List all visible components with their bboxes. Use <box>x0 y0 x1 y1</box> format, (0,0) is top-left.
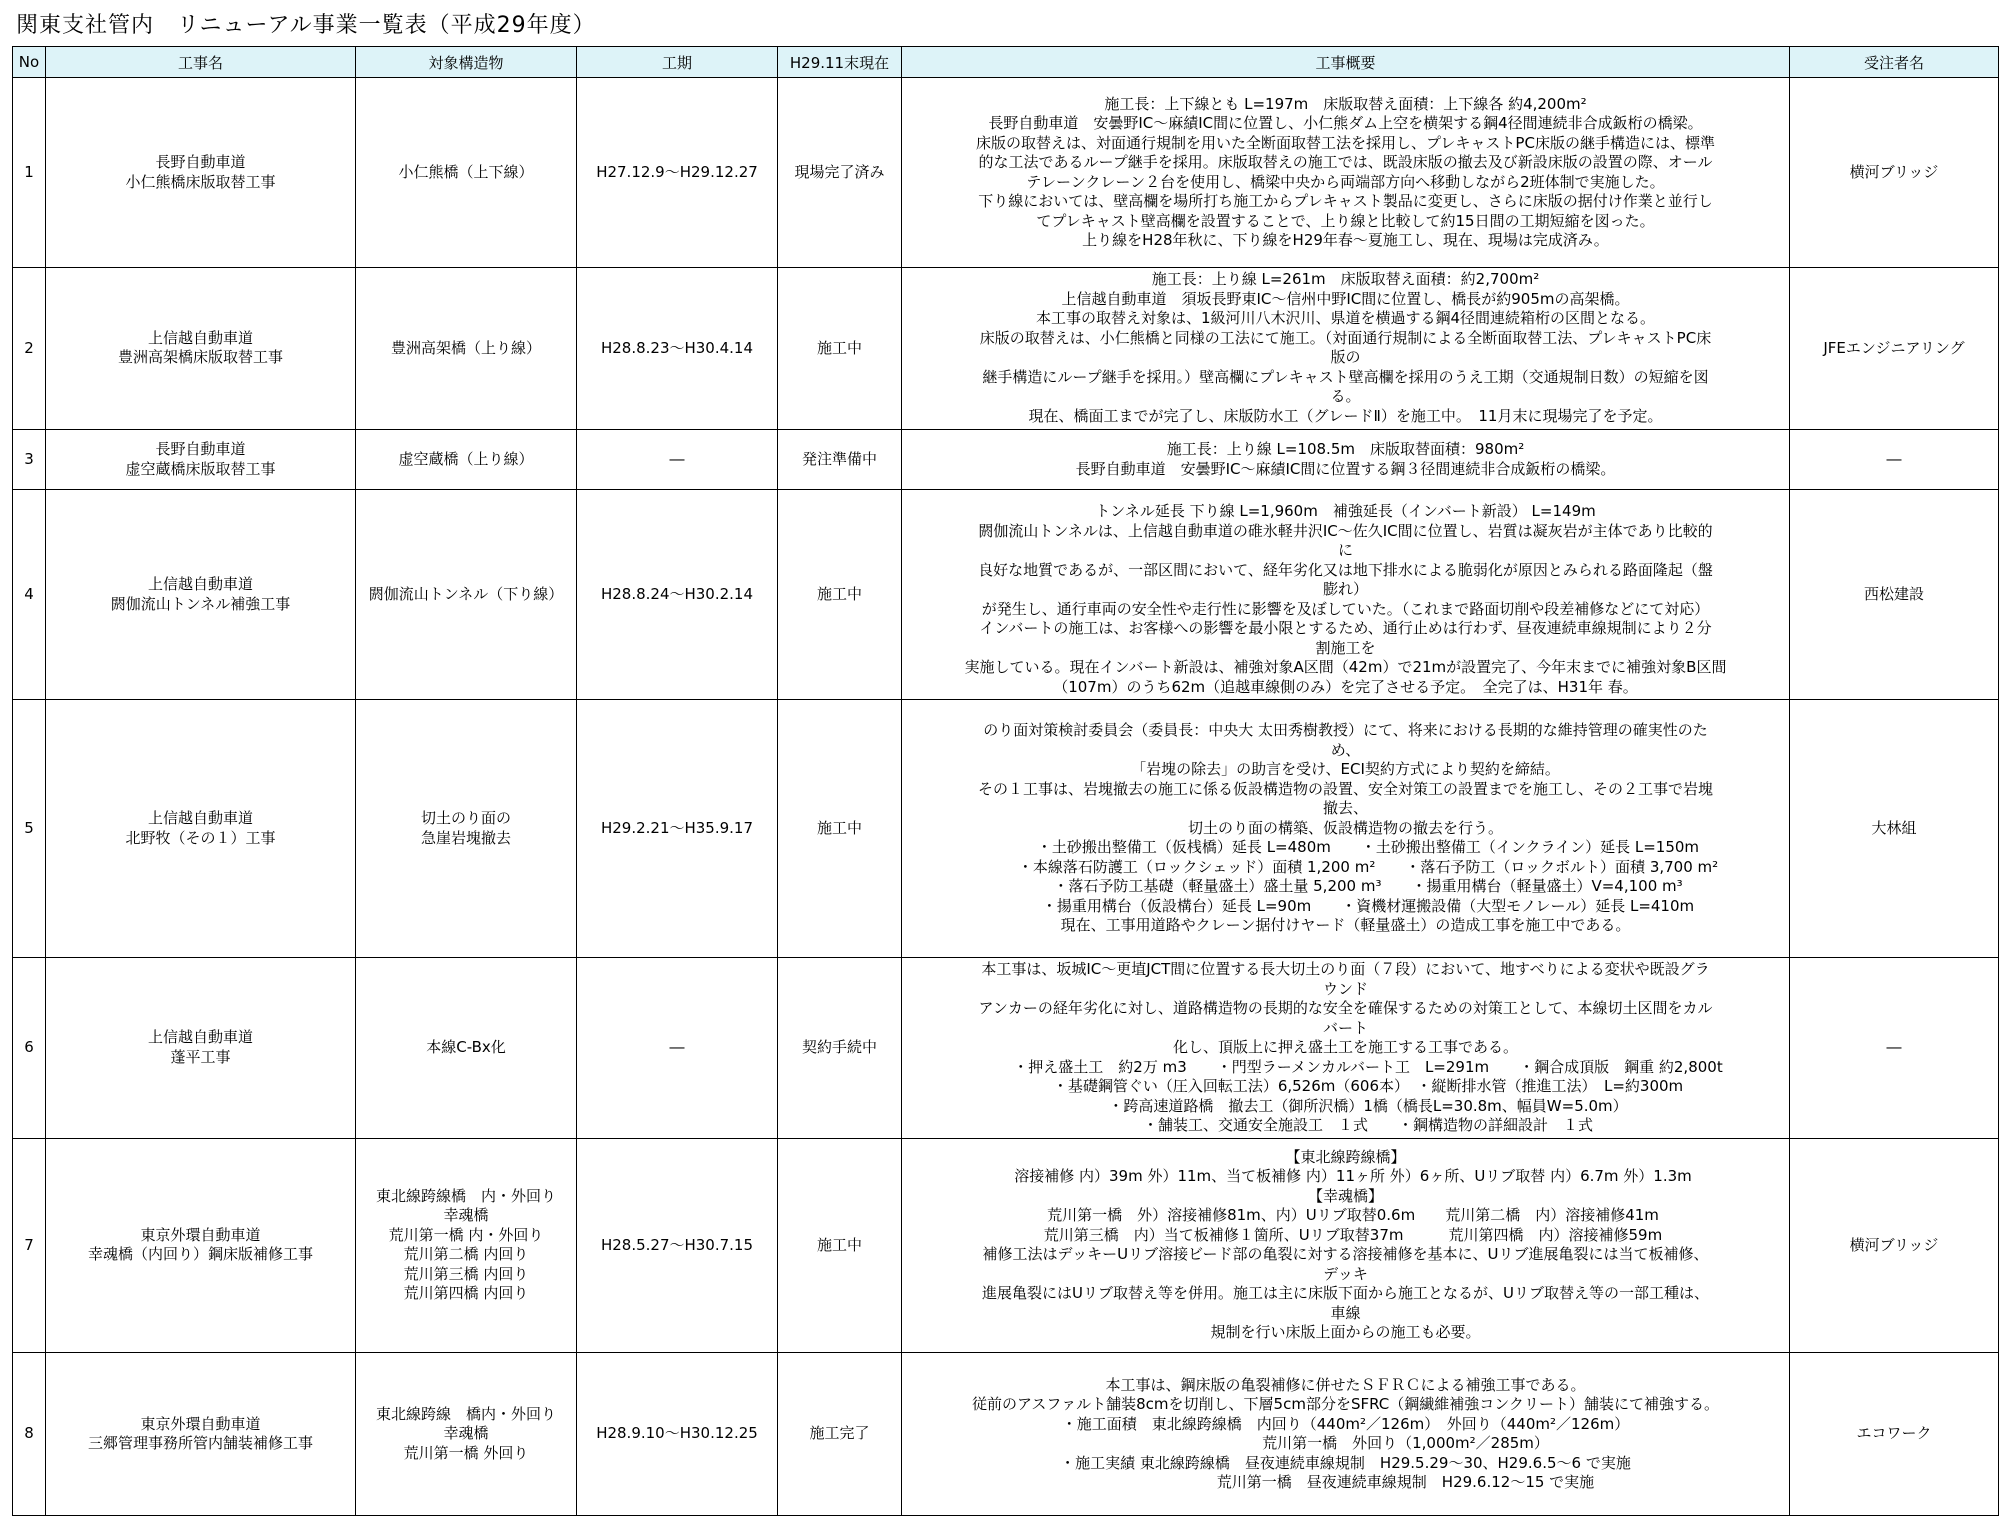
overview-line: 撤去、 <box>1322 799 1368 818</box>
cell-no: 1 <box>13 78 46 268</box>
overview-line: 閼伽流山トンネルは、上信越自動車道の碓氷軽井沢IC～佐久IC間に位置し、岩質は凝灰岩が主体であり比較的 <box>978 521 1713 540</box>
overview-line: 進展亀裂にはUリブ取替え等を併用。施工は主に床版下面から施工となるが、Uリブ取替え等の一部工種は、 <box>982 1284 1709 1303</box>
cell-contractor: 西松建設 <box>1790 490 1999 700</box>
overview-line: 荒川第一橋 外）溶接補修81m、内）Uリブ取替0.6m 荒川第二橋 内）溶接補修41m <box>1032 1206 1659 1225</box>
renewal-project-table <box>12 46 1999 1516</box>
overview-line: 的な工法であるループ継手を採用。床版取替えの施工では、既設床版の撤去及び新設床版の設置の際、オール <box>978 153 1713 172</box>
cell-name: 長野自動車道 小仁熊橋床版取替工事 <box>46 78 356 268</box>
overview-line: 【東北線跨線橋】 <box>1285 1147 1406 1166</box>
overview-line: 実施している。現在インバート新設は、補強対象A区間（42m）で21mが設置完了、今年末までに補強対象B区間 <box>964 658 1727 677</box>
cell-status: 施工中 <box>778 700 902 957</box>
overview-line: ・舗装工、交通安全施設工 １式 ・鋼構造物の詳細設計 １式 <box>1097 1116 1593 1135</box>
cell-no: 2 <box>13 268 46 430</box>
overview-line: 長野自動車道 安曇野IC～麻績IC間に位置する鋼３径間連続非合成鈑桁の橋梁。 <box>1075 459 1616 478</box>
header-status: H29.11末現在 <box>778 47 902 78</box>
overview-line: ・揚重用構台（仮設構台）延長 L=90m ・資機材運搬設備（大型モノレール）延長 L=410m <box>996 896 1695 915</box>
overview-line: が発生し、通行車両の安全性や走行性に影響を及ぼしていた。（これまで路面切削や段差補修などにて対応） <box>981 599 1710 618</box>
cell-contractor: ― <box>1790 429 1999 489</box>
cell-overview <box>902 957 1790 1138</box>
overview-line <box>902 492 1789 502</box>
overview-line: 床版の取替えは、対面通行規制を用いた全断面取替工法を採用し、プレキャストPC床版の継手構造には、標準 <box>976 133 1715 152</box>
table-row <box>13 700 1999 957</box>
cell-contractor: 横河ブリッジ <box>1790 1138 1999 1352</box>
overview-line: 荒川第一橋 昼夜連続車線規制 H29.6.12～15 で実施 <box>1096 1473 1595 1492</box>
cell-period: H28.8.23～H30.4.14 <box>577 268 778 430</box>
cell-overview <box>902 78 1790 268</box>
cell-structure: 小仁熊橋（上下線） <box>356 78 577 268</box>
cell-status: 施工中 <box>778 268 902 430</box>
overview-line: 割施工を <box>1315 638 1376 657</box>
overview-line: 現在、橋面工までが完了し、床版防水工（グレードⅡ）を施工中。 11月末に現場完了を予定。 <box>1028 406 1663 425</box>
cell-status: 施工中 <box>778 490 902 700</box>
overview-line: ・落石予防工基礎（軽量盛土）盛土量 5,200 m³ ・揚重用構台（軽量盛土）V=4,100 m³ <box>1008 877 1683 896</box>
cell-name: 上信越自動車道 蓬平工事 <box>46 957 356 1138</box>
overview-line: 床版の取替えは、小仁熊橋と同様の工法にて施工。（対面通行規制による全断面取替工法、プレキャストPC床 <box>979 328 1712 347</box>
cell-name: 上信越自動車道 北野牧（その１）工事 <box>46 700 356 957</box>
cell-no: 7 <box>13 1138 46 1352</box>
overview-line: 従前のアスファルト舗装8cmを切削し、下層5cm部分をSFRC（鋼繊維補強コンクリート）舗装にて補強する。 <box>972 1395 1719 1414</box>
cell-contractor: ― <box>1790 957 1999 1138</box>
overview-line: のり面対策検討委員会（委員長：中央大 太田秀樹教授）にて、将来における長期的な維持管理の確実性のた <box>983 721 1708 740</box>
table-row <box>13 1138 1999 1352</box>
table-row <box>13 78 1999 268</box>
cell-no: 8 <box>13 1353 46 1516</box>
overview-line: テレーンクレーン２台を使用し、橋梁中央から両端部方向へ移動しながら2班体制で実施した。 <box>1026 172 1665 191</box>
page-title: 関東支社管内 リニューアル事業一覧表（平成29年度） <box>16 13 596 38</box>
cell-name: 東京外環自動車道 三郷管理事務所管内舗装補修工事 <box>46 1353 356 1516</box>
cell-overview <box>902 1138 1790 1352</box>
overview-line: インバートの施工は、お客様への影響を最小限とするため、通行止めは行わず、昼夜連続車線規制により２分 <box>979 619 1712 638</box>
cell-status: 施工中 <box>778 1138 902 1352</box>
header-overview: 工事概要 <box>902 47 1790 78</box>
overview-line: 施工長：上下線とも L=197m 床版取替え面積：上下線各 約4,200m² <box>1104 94 1587 113</box>
cell-no: 4 <box>13 490 46 700</box>
overview-line: 規制を行い床版上面からの施工も必要。 <box>1210 1323 1481 1342</box>
overview-line: 荒川第三橋 内）当て板補修１箇所、Uリブ取替37m 荒川第四橋 内）溶接補修59m <box>1028 1225 1663 1244</box>
overview-line: 施工長：上り線 L=261m 床版取替え面積：約2,700m² <box>1151 270 1540 289</box>
overview-line: 「岩塊の除去」の助言を受け、ECI契約方式により契約を締結。 <box>1131 760 1560 779</box>
cell-structure: 虚空蔵橋（上り線） <box>356 429 577 489</box>
overview-line: 良好な地質であるが、一部区間において、経年劣化又は地下排水による脆弱化が原因とみられる路面隆起（盤 <box>978 560 1713 579</box>
table-row <box>13 1353 1999 1516</box>
cell-structure: 切土のり面の 急崖岩塊撤去 <box>356 700 577 957</box>
header-no: No <box>13 47 46 78</box>
overview-line: 膨れ） <box>1322 580 1368 599</box>
cell-name: 上信越自動車道 豊洲高架橋床版取替工事 <box>46 268 356 430</box>
overview-line: 補修工法はデッキーUリブ溶接ビード部の亀裂に対する溶接補修を基本に、Uリブ進展亀裂には当て板補修、 <box>982 1245 1709 1264</box>
overview-line: 上信越自動車道 須坂長野東IC～信州中野IC間に位置し、橋長が約905mの高架橋。 <box>1061 289 1630 308</box>
table-row <box>13 429 1999 489</box>
overview-line: 化し、頂版上に押え盛土工を施工する工事である。 <box>1172 1038 1518 1057</box>
overview-line: バート <box>1322 1018 1368 1037</box>
overview-line: 本工事は、坂城IC～更埴JCT間に位置する長大切土のり面（７段）において、地すべりによる変状や既設グラ <box>981 960 1710 979</box>
overview-line: 溶接補修 内）39m 外）11m、当て板補修 内）11ヶ所 外）6ヶ所、Uリブ取替 内）6.7m 外）1.3m <box>999 1167 1692 1186</box>
table-row <box>13 490 1999 700</box>
cell-overview <box>902 1353 1790 1516</box>
overview-line: 継手構造にループ継手を採用。）壁高欄にプレキャスト壁高欄を採用のうえ工期（交通規制日数）の短縮を図 <box>982 367 1709 386</box>
table-row <box>13 268 1999 430</box>
overview-line: め、 <box>1330 740 1361 759</box>
overview-line: 施工長：上り線 L=108.5m 床版取替面積：980m² <box>1166 440 1525 459</box>
cell-period: H29.2.21～H35.9.17 <box>577 700 778 957</box>
overview-line: 上り線をH28年秋に、下り線をH29年春～夏施工し、現在、現場は完成済み。 <box>1082 231 1609 250</box>
header-structure: 対象構造物 <box>356 47 577 78</box>
cell-contractor: 大林組 <box>1790 700 1999 957</box>
cell-contractor: JFEエンジニアリング <box>1790 268 1999 430</box>
overview-line: （107m）のうち62m（追越車線側のみ）を完了させる予定。 全完了は、H31年 春。 <box>1053 677 1638 696</box>
cell-no: 3 <box>13 429 46 489</box>
overview-line: ウンド <box>1322 979 1368 998</box>
overview-line: 本工事の取替え対象は、1級河川八木沢川、県道を横過する鋼4径間連続箱桁の区間となる。 <box>1035 309 1656 328</box>
table-body <box>13 78 1999 1516</box>
overview-line: 荒川第一橋 外回り（1,000m²／285m） <box>1142 1434 1549 1453</box>
overview-line: デッキ <box>1323 1264 1368 1283</box>
cell-name: 長野自動車道 虚空蔵橋床版取替工事 <box>46 429 356 489</box>
cell-structure: 閼伽流山トンネル（下り線） <box>356 490 577 700</box>
cell-structure: 本線C-Bx化 <box>356 957 577 1138</box>
overview-line: 長野自動車道 安曇野IC～麻績IC間に位置し、小仁熊ダム上空を横架する鋼4径間連続非合成鈑桁の橋梁。 <box>988 114 1703 133</box>
overview-line: トンネル延長 下り線 L=1,960m 補強延長（インバート新設） L=149m <box>1095 502 1596 521</box>
overview-line: その１工事は、岩塊撤去の施工に係る仮設構造物の設置、安全対策工の設置までを施工し、その２工事で岩塊 <box>977 779 1713 798</box>
cell-period: H28.9.10～H30.12.25 <box>577 1353 778 1516</box>
cell-contractor: エコワーク <box>1790 1353 1999 1516</box>
overview-line: 本工事は、鋼床版の亀裂補修に併せたＳＦＲＣによる補強工事である。 <box>1105 1375 1586 1394</box>
cell-period: ― <box>577 429 778 489</box>
cell-name: 東京外環自動車道 幸魂橋（内回り）鋼床版補修工事 <box>46 1138 356 1352</box>
overview-line: 切土のり面の構築、仮設構造物の撤去を行う。 <box>1187 818 1503 837</box>
cell-structure: 東北線跨線 橋内・外回り 幸魂橋 荒川第一橋 外回り <box>356 1353 577 1516</box>
cell-overview <box>902 429 1790 489</box>
overview-line: に <box>1337 541 1353 560</box>
overview-line: る。 <box>1330 387 1361 406</box>
cell-contractor: 横河ブリッジ <box>1790 78 1999 268</box>
overview-line: 車線 <box>1330 1303 1361 1322</box>
cell-overview <box>902 268 1790 430</box>
overview-line: アンカーの経年劣化に対し、道路構造物の長期的な安全を確保するための対策工として、本線切土区間をカル <box>978 999 1713 1018</box>
overview-line: 現在、工事用道路やクレーン据付けヤード（軽量盛土）の造成工事を施工中である。 <box>1060 916 1631 935</box>
overview-line: ・跨高速道路橋 撤去工（御所沢橋）1橋（橋長L=30.8m、幅員W=5.0m） <box>1063 1096 1628 1115</box>
cell-overview <box>902 490 1790 700</box>
header-row <box>13 47 1999 78</box>
cell-period: H27.12.9～H29.12.27 <box>577 78 778 268</box>
overview-line: 下り線においては、壁高欄を場所打ち施工からプレキャスト製品に変更し、さらに床版の据付け作業と並行し <box>978 192 1713 211</box>
overview-line: 【幸魂橋】 <box>1307 1186 1383 1205</box>
cell-overview <box>902 700 1790 957</box>
overview-line: ・本線落石防護工（ロックシェッド）面積 1,200 m² ・落石予防工（ロックボルト）面積 3,700 m² <box>972 857 1719 876</box>
cell-status: 施工完了 <box>778 1353 902 1516</box>
cell-structure: 豊洲高架橋（上り線） <box>356 268 577 430</box>
cell-no: 6 <box>13 957 46 1138</box>
cell-status: 現場完了済み <box>778 78 902 268</box>
cell-period: ― <box>577 957 778 1138</box>
overview-line: てプレキャスト壁高欄を設置することで、上り線と比較して約15日間の工期短縮を図った。 <box>1036 211 1655 230</box>
header-contractor: 受注者名 <box>1790 47 1999 78</box>
overview-line: ・押え盛土工 約2万 m3 ・門型ラーメンカルバート工 L=291m ・鋼合成頂版 鋼重 約2,800t <box>968 1057 1723 1076</box>
cell-status: 契約手続中 <box>778 957 902 1138</box>
overview-line: ・基礎鋼管ぐい（圧入回転工法）6,526m（606本） ・縦断排水管（推進工法） L=約300m <box>1007 1077 1684 1096</box>
header-name: 工事名 <box>46 47 356 78</box>
overview-line: ・施工実績 東北線跨線橋 昼夜連続車線規制 H29.5.29～30、H29.6.5～6 で実施 <box>1060 1453 1631 1472</box>
cell-name: 上信越自動車道 閼伽流山トンネル補強工事 <box>46 490 356 700</box>
overview-line: ・土砂搬出整備工（仮桟橋）延長 L=480m ・土砂搬出整備工（インクライン）延長 L=150m <box>991 838 1700 857</box>
overview-line: ・施工面積 東北線跨線橋 内回り（440m²／126m） 外回り（440m²／126m） <box>1061 1414 1630 1433</box>
overview-line: 版の <box>1330 348 1361 367</box>
cell-status: 発注準備中 <box>778 429 902 489</box>
cell-period: H28.5.27～H30.7.15 <box>577 1138 778 1352</box>
table-row <box>13 957 1999 1138</box>
header-period: 工期 <box>577 47 778 78</box>
cell-period: H28.8.24～H30.2.14 <box>577 490 778 700</box>
cell-no: 5 <box>13 700 46 957</box>
cell-structure: 東北線跨線橋 内・外回り 幸魂橋 荒川第一橋 内・外回り 荒川第二橋 内回り 荒川第三橋 内回り 荒川第四橋 内回り <box>356 1138 577 1352</box>
